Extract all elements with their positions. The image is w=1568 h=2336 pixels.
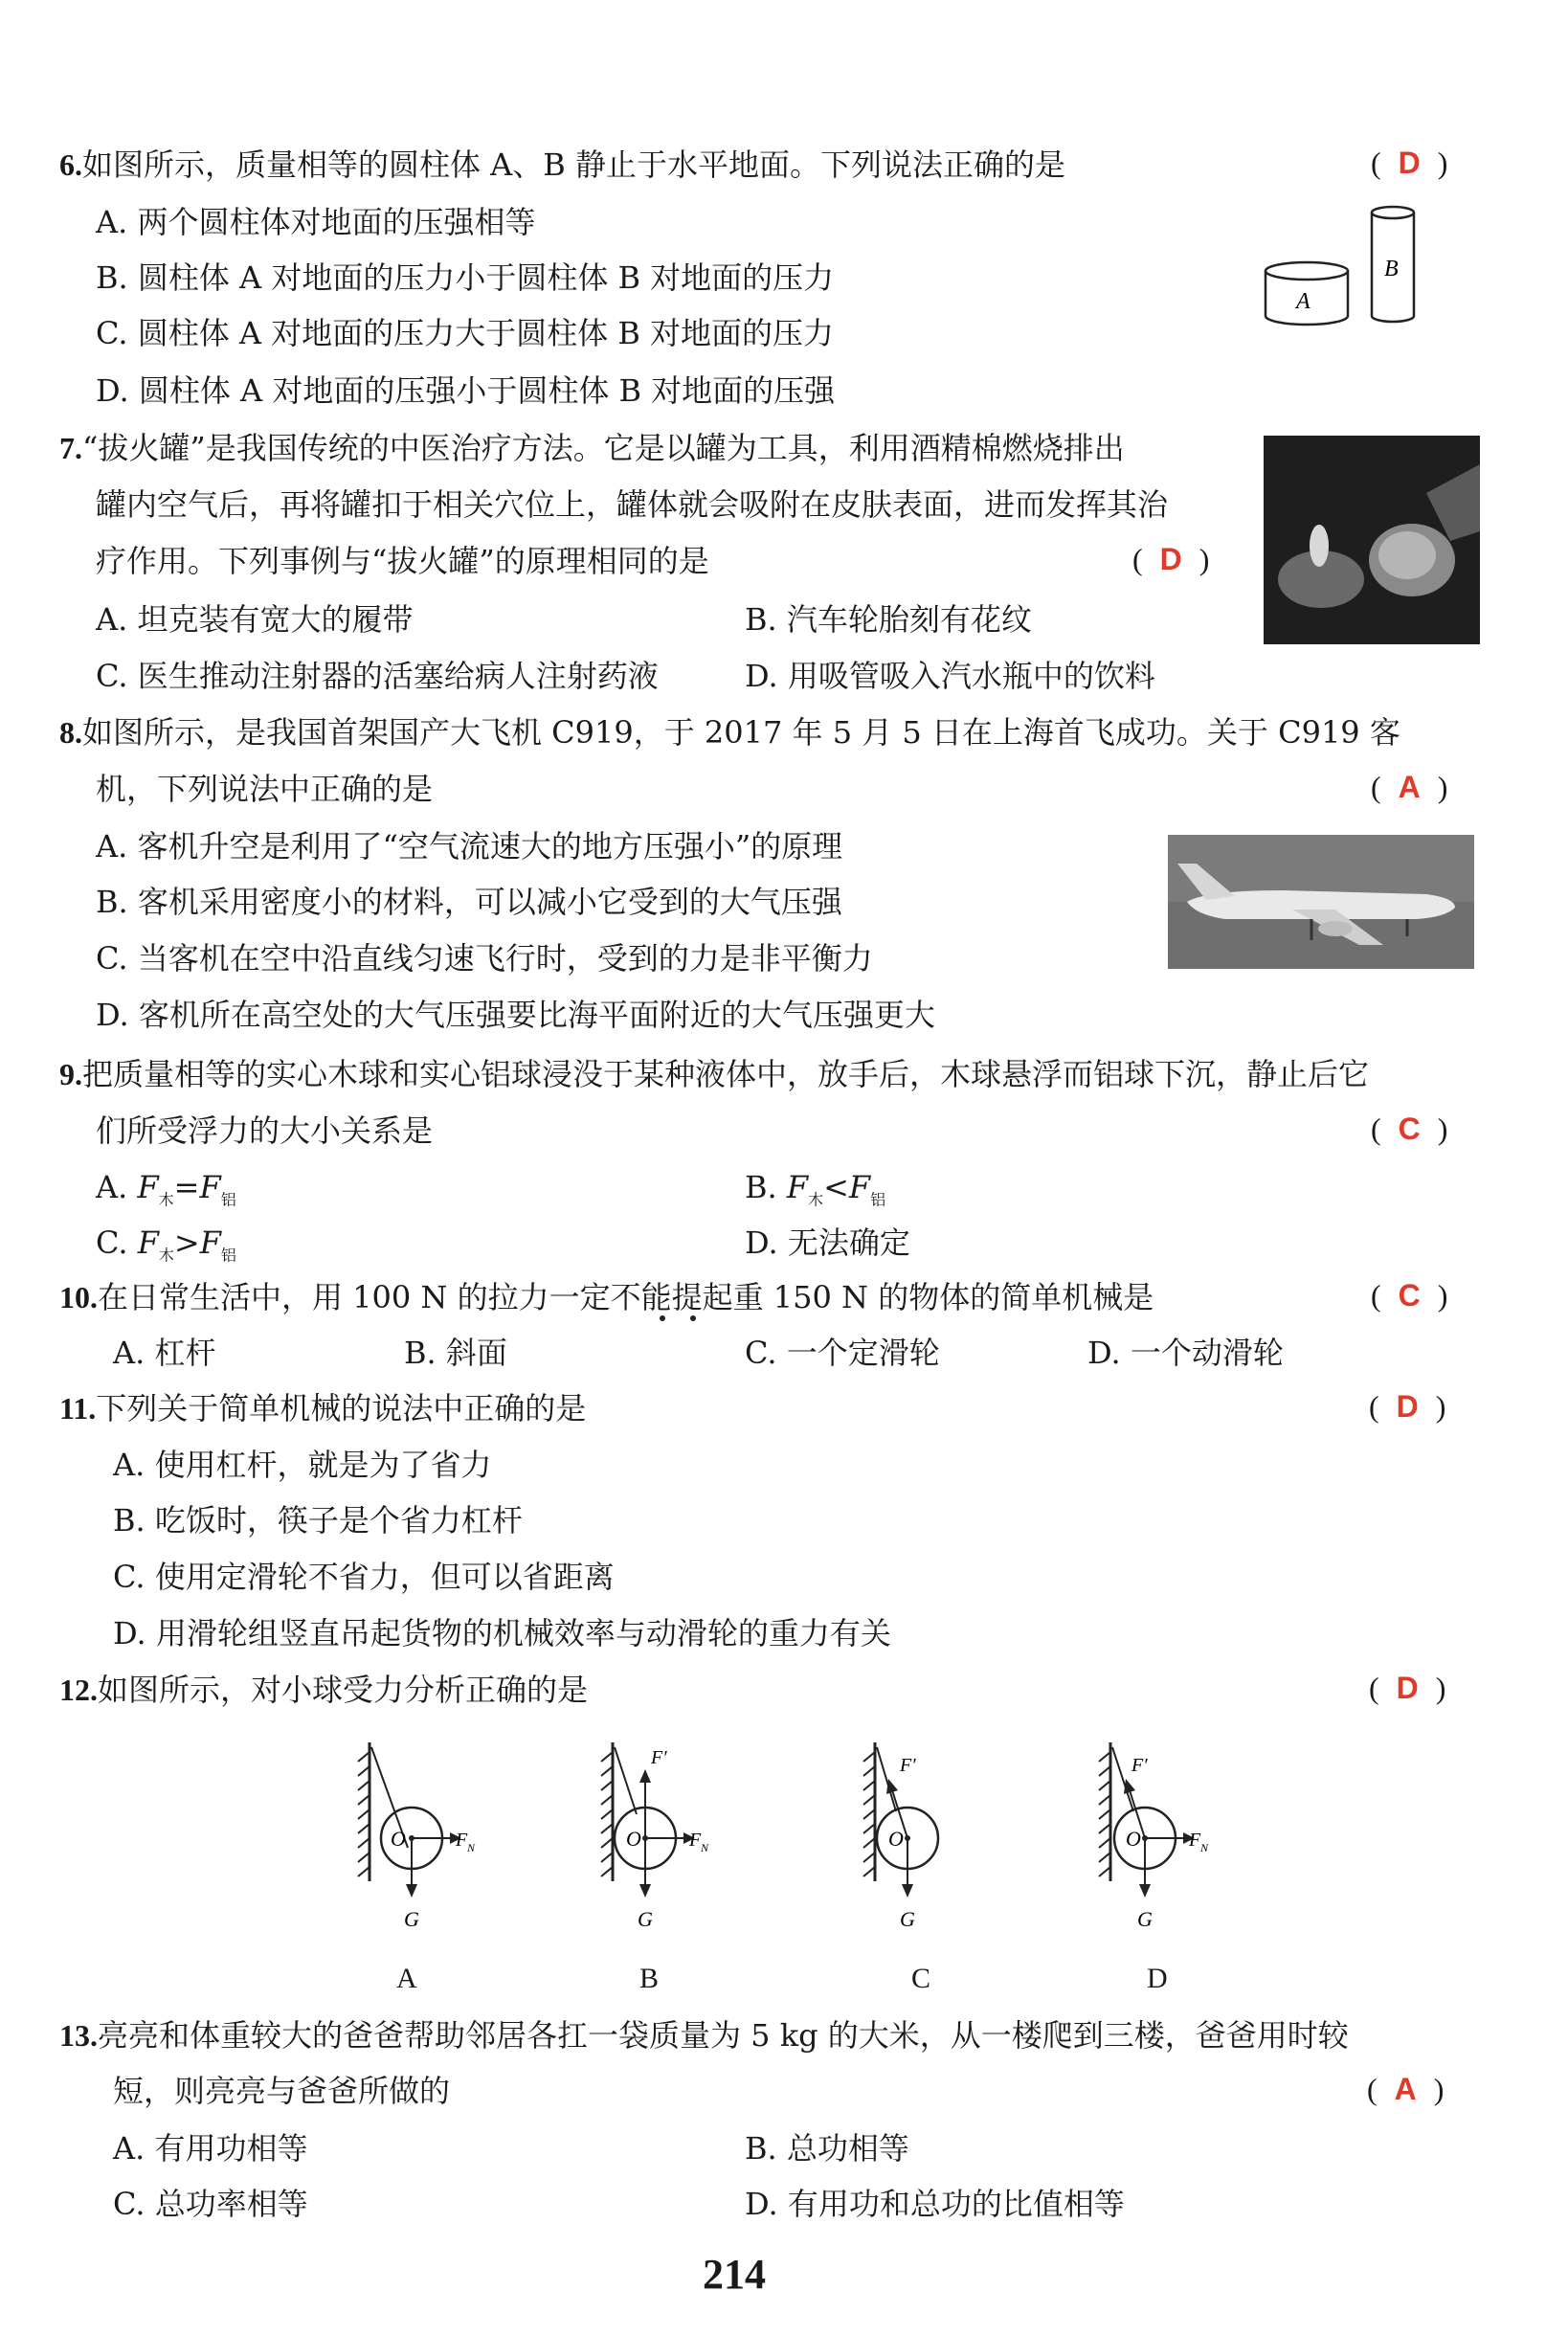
q8-option-b: B. 客机采用密度小的材料，可以减小它受到的大气压强 bbox=[96, 884, 842, 920]
q6-label-b: B bbox=[1384, 257, 1399, 281]
q12-stem: 12.如图所示，对小球受力分析正确的是 bbox=[59, 1672, 589, 1708]
svg-text:F: F bbox=[1189, 1830, 1201, 1851]
q8-stem-line2: 机，下列说法中正确的是 bbox=[96, 771, 434, 807]
svg-text:G: G bbox=[900, 1907, 915, 1931]
q7-option-c: C. 医生推动注射器的活塞给病人注射药液 bbox=[96, 658, 659, 694]
svg-text:N: N bbox=[467, 1841, 476, 1854]
q10-option-b: B. 斜面 bbox=[404, 1335, 507, 1371]
q7-answer: ( D ) bbox=[1132, 542, 1210, 576]
q11-option-c: C. 使用定滑轮不省力，但可以省距离 bbox=[113, 1559, 615, 1595]
q7-cupping-photo bbox=[1264, 436, 1480, 644]
q6-option-a: A. 两个圆柱体对地面的压强相等 bbox=[96, 204, 536, 240]
q11-option-b: B. 吃饭时，筷子是个省力杠杆 bbox=[113, 1502, 523, 1539]
q10-answer: ( C ) bbox=[1371, 1278, 1448, 1313]
q13-stem-line2: 短，则亮亮与爸爸所做的 bbox=[113, 2073, 451, 2109]
q7-option-d: D. 用吸管吸入汽水瓶中的饮料 bbox=[745, 658, 1155, 694]
q9-option-d: D. 无法确定 bbox=[745, 1224, 910, 1261]
q7-option-a: A. 坦克装有宽大的履带 bbox=[96, 601, 414, 638]
svg-text:F′: F′ bbox=[651, 1747, 667, 1768]
q10-stem: 10.在日常生活中，用 100 N 的拉力一定不能提起重 150 N 的物体的简单机械是 bbox=[59, 1279, 1154, 1315]
q12-diagram-c bbox=[863, 1742, 938, 1931]
q10-option-d: D. 一个动滑轮 bbox=[1087, 1335, 1284, 1371]
q12-diagram-b bbox=[601, 1742, 709, 1931]
svg-text:O: O bbox=[1126, 1827, 1141, 1851]
svg-text:G: G bbox=[638, 1907, 653, 1931]
q9-option-b: B. $F_木<F_铝$ bbox=[745, 1169, 886, 1209]
q13-option-b: B. 总功相等 bbox=[745, 2130, 909, 2167]
svg-text:F′: F′ bbox=[1131, 1755, 1148, 1776]
q12-caption-a: A bbox=[396, 1963, 417, 1994]
q11-stem: 11.下列关于简单机械的说法中正确的是 bbox=[59, 1390, 587, 1426]
q11-answer: ( D ) bbox=[1369, 1389, 1446, 1424]
q11-option-d: D. 用滑轮组竖直吊起货物的机械效率与动滑轮的重力有关 bbox=[113, 1615, 891, 1651]
q7-option-b: B. 汽车轮胎刻有花纹 bbox=[745, 601, 1032, 638]
q10-emphasis-dots bbox=[655, 1314, 703, 1323]
svg-text:F: F bbox=[456, 1830, 468, 1851]
q6-option-c: C. 圆柱体 A 对地面的压力大于圆柱体 B 对地面的压力 bbox=[96, 315, 835, 351]
q12-caption-d: D bbox=[1147, 1963, 1168, 1994]
svg-text:G: G bbox=[404, 1907, 419, 1931]
q13-option-d: D. 有用功和总功的比值相等 bbox=[745, 2186, 1125, 2222]
q8-stem-line1: 8.如图所示，是我国首架国产大飞机 C919，于 2017 年 5 月 5 日在上海首飞成功。关于 C919 客 bbox=[59, 714, 1400, 751]
q6-answer: ( D ) bbox=[1371, 146, 1448, 180]
q7-stem-line3: 疗作用。下列事例与“拔火罐”的原理相同的是 bbox=[96, 543, 709, 579]
q10-option-a: A. 杠杆 bbox=[113, 1335, 216, 1371]
page-number: 214 bbox=[703, 2251, 766, 2298]
q12-caption-c: C bbox=[911, 1963, 931, 1994]
q8-option-a: A. 客机升空是利用了“空气流速大的地方压强小”的原理 bbox=[96, 828, 843, 865]
q8-airplane-photo bbox=[1168, 835, 1474, 969]
svg-text:N: N bbox=[1200, 1841, 1209, 1854]
svg-text:N: N bbox=[701, 1841, 709, 1854]
q12-force-diagrams bbox=[354, 1723, 1311, 2010]
q12-diagram-a bbox=[358, 1742, 476, 1931]
q8-answer: ( A ) bbox=[1371, 770, 1448, 804]
svg-text:F: F bbox=[689, 1830, 702, 1851]
q8-option-d: D. 客机所在高空处的大气压强要比海平面附近的大气压强更大 bbox=[96, 997, 935, 1033]
q6-stem: 6.如图所示，质量相等的圆柱体 A、B 静止于水平地面。下列说法正确的是 bbox=[59, 146, 1065, 183]
svg-text:O: O bbox=[888, 1827, 904, 1851]
q8-option-c: C. 当客机在空中沿直线匀速飞行时，受到的力是非平衡力 bbox=[96, 940, 873, 977]
q9-answer: ( C ) bbox=[1371, 1112, 1448, 1146]
q12-answer: ( D ) bbox=[1369, 1671, 1446, 1705]
q12-caption-b: B bbox=[639, 1963, 660, 1994]
q10-option-c: C. 一个定滑轮 bbox=[745, 1335, 940, 1371]
svg-text:O: O bbox=[626, 1827, 641, 1851]
q13-stem-line1: 13.亮亮和体重较大的爸爸帮助邻居各扛一袋质量为 5 kg 的大米，从一楼爬到三楼，爸爸用时较 bbox=[59, 2017, 1349, 2054]
q9-option-a: A. $F_木=F_铝$ bbox=[96, 1169, 236, 1209]
svg-text:G: G bbox=[1137, 1907, 1153, 1931]
q13-answer: ( A ) bbox=[1367, 2072, 1445, 2106]
svg-text:O: O bbox=[391, 1827, 406, 1851]
q7-stem-line1: 7.“拔火罐”是我国传统的中医治疗方法。它是以罐为工具，利用酒精棉燃烧排出 bbox=[59, 430, 1125, 466]
q9-stem-line1: 9.把质量相等的实心木球和实心铝球浸没于某种液体中，放手后，木球悬浮而铝球下沉，静止后它 bbox=[59, 1056, 1370, 1092]
q9-option-c: C. $F_木>F_铝$ bbox=[96, 1224, 236, 1265]
q13-option-c: C. 总功率相等 bbox=[113, 2186, 308, 2222]
q6-cylinders-figure bbox=[1254, 201, 1426, 330]
q6-label-a: A bbox=[1296, 289, 1310, 314]
q11-option-a: A. 使用杠杆，就是为了省力 bbox=[113, 1447, 492, 1483]
q6-option-d: D. 圆柱体 A 对地面的压强小于圆柱体 B 对地面的压强 bbox=[96, 372, 836, 409]
q13-option-a: A. 有用功相等 bbox=[113, 2130, 308, 2167]
q9-stem-line2: 们所受浮力的大小关系是 bbox=[96, 1112, 434, 1149]
q6-option-b: B. 圆柱体 A 对地面的压力小于圆柱体 B 对地面的压力 bbox=[96, 259, 835, 296]
q7-stem-line2: 罐内空气后，再将罐扣于相关穴位上，罐体就会吸附在皮肤表面，进而发挥其治 bbox=[96, 486, 1169, 523]
q12-diagram-d bbox=[1099, 1742, 1209, 1931]
svg-text:F′: F′ bbox=[900, 1755, 916, 1776]
